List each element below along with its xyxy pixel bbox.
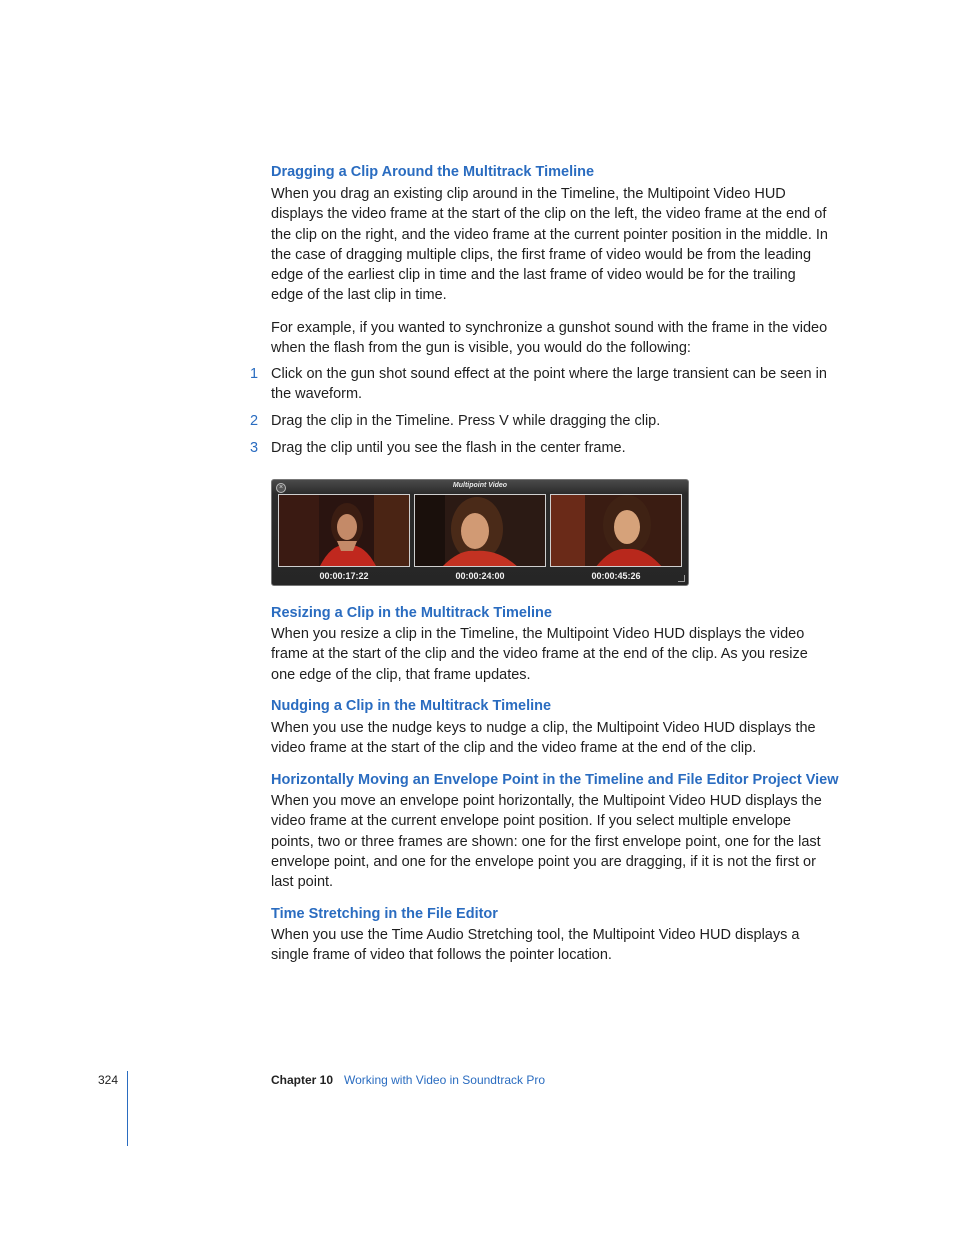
step-1 <box>250 364 830 405</box>
video-frame-image <box>279 495 410 567</box>
step-number: 1 <box>250 366 259 382</box>
section-heading-time-stretching: Time Stretching in the File Editor <box>271 906 498 922</box>
hud-title: Multipoint Video <box>452 482 508 489</box>
paragraph-resizing: When you resize a clip in the Timeline, the Multipoint Video HUD displays the video frame at the start of the clip and the video frame at the end of the clip. As you resize one edge of the clip, that frame updates. <box>271 626 808 683</box>
step-3 <box>250 438 830 458</box>
page-number: 324 <box>98 1073 119 1087</box>
step-number: 2 <box>250 413 259 429</box>
paragraph-time-stretching: When you use the Time Audio Stretching tool, the Multipoint Video HUD displays a single frame of video that follows the pointer location. <box>271 927 800 964</box>
step-number: 3 <box>250 440 259 456</box>
video-frame-image <box>415 495 546 567</box>
timecode-end: 00:00:45:26 <box>591 571 641 581</box>
video-frame-image <box>551 495 682 567</box>
video-frame-end <box>550 494 682 567</box>
paragraph-dragging: When you drag an existing clip around in the Timeline, the Multipoint Video HUD displays the video frame at the start of the clip on the left, the video frame at the end of the clip on the right, and the video frame at the current pointer position in the middle. In the case of dragging multiple clips, the first frame of video would be from the leading edge of the earliest clip in time and the last frame of video would be for the trailing edge of the last clip in time. <box>271 186 828 304</box>
footer-divider <box>127 1071 128 1146</box>
multipoint-video-hud <box>271 479 689 586</box>
step-text: Drag the clip in the Timeline. Press V while dragging the clip. <box>271 413 661 429</box>
video-frame-start <box>278 494 410 567</box>
step-text: Drag the clip until you see the flash in the center frame. <box>271 440 626 456</box>
paragraph-envelope: When you move an envelope point horizontally, the Multipoint Video HUD displays the video frame at the current envelope point position. If you select multiple envelope points, two or three frames are shown: one for the first envelope point, one for the last envelope point, and one for the envelope point you are dragging, if it is not the first or last point. <box>271 793 822 891</box>
paragraph-nudging: When you use the nudge keys to nudge a clip, the Multipoint Video HUD displays the video frame at the start of the clip and the video frame at the end of the clip. <box>271 720 816 757</box>
video-frame-middle <box>414 494 546 567</box>
timecode-middle: 00:00:24:00 <box>455 571 505 581</box>
section-heading-nudging: Nudging a Clip in the Multitrack Timeline <box>271 698 552 714</box>
chapter-title: Working with Video in Soundtrack Pro <box>344 1073 545 1087</box>
section-heading-resizing: Resizing a Clip in the Multitrack Timeline <box>271 605 552 621</box>
step-2 <box>250 411 830 431</box>
close-icon[interactable]: × <box>276 483 286 493</box>
section-heading-dragging: Dragging a Clip Around the Multitrack Timeline <box>271 164 595 180</box>
chapter-label: Chapter 10 <box>271 1073 334 1087</box>
paragraph-example: For example, if you wanted to synchronize a gunshot sound with the frame in the video when the flash from the gun is visible, you would do the following: <box>271 320 828 357</box>
timecode-start: 00:00:17:22 <box>319 571 369 581</box>
section-heading-envelope: Horizontally Moving an Envelope Point in the Timeline and File Editor Project View <box>271 772 839 788</box>
resize-grip-icon[interactable] <box>678 575 685 582</box>
step-text: Click on the gun shot sound effect at the point where the large transient can be seen in the waveform. <box>271 366 827 403</box>
